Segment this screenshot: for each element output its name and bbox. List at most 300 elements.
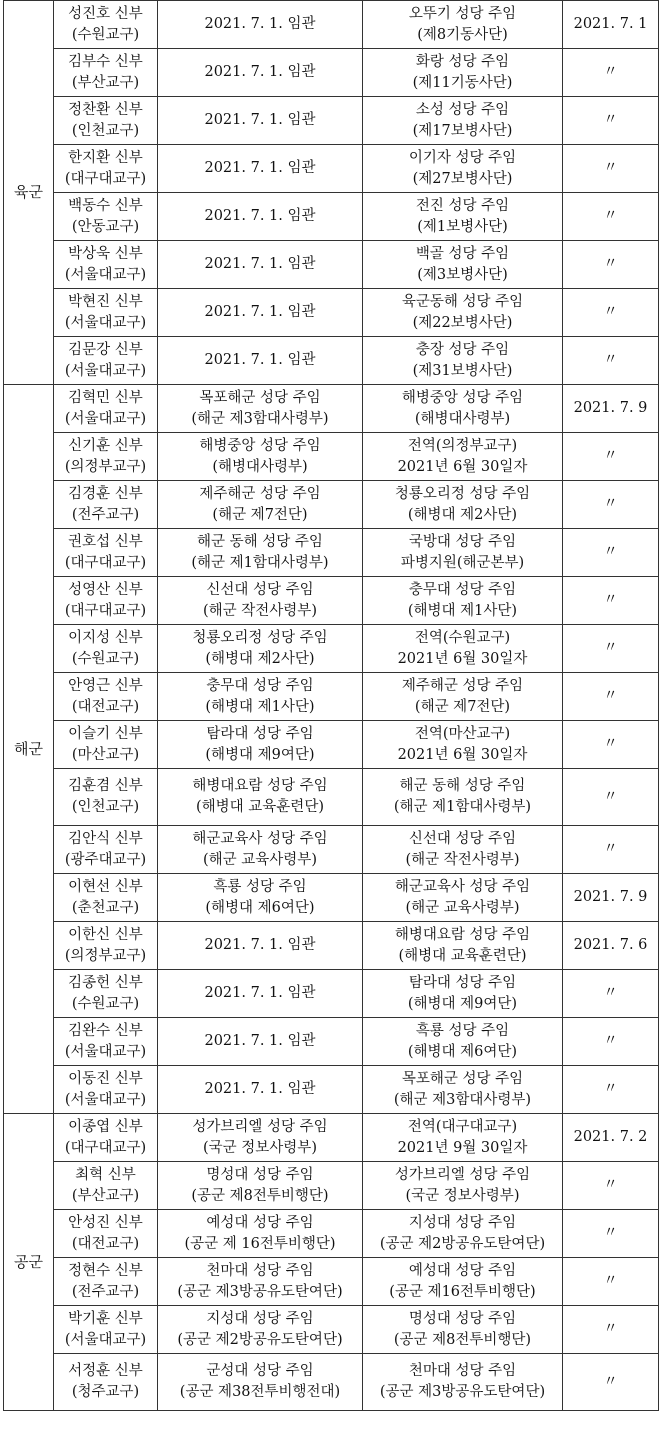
new-post-cell-line: 2021년 6월 30일자	[397, 746, 528, 763]
table-row	[4, 970, 659, 1018]
appointment-table-body	[4, 1, 659, 1411]
previous-post-cell-line: (해병대 제9여단)	[205, 746, 315, 763]
previous-post-cell-line: (해군 제3함대사령부)	[191, 410, 329, 427]
new-post-cell	[363, 922, 563, 970]
previous-post-cell-line: (공군 제8전투비행단)	[191, 1187, 329, 1204]
table-row	[4, 49, 659, 97]
effective-date-cell-line: 〃	[603, 112, 618, 128]
effective-date-cell-line: 2021. 7. 9	[573, 400, 648, 416]
priest-cell-line: 백동수 신부	[68, 197, 143, 214]
previous-post-cell	[158, 970, 363, 1018]
effective-date-cell	[563, 1066, 659, 1114]
table-row	[4, 481, 659, 529]
effective-date-cell	[563, 337, 659, 385]
previous-post-cell-line: 신선대 성당 주임	[206, 581, 314, 598]
priest-cell-line: (인천교구)	[71, 122, 140, 139]
new-post-cell	[363, 970, 563, 1018]
priest-cell-line: 김문강 신부	[68, 341, 143, 358]
priest-cell	[54, 337, 158, 385]
effective-date-cell	[563, 193, 659, 241]
new-post-cell-line: (공군 제3방공유도탄여단)	[379, 1384, 546, 1400]
priest-cell	[54, 1114, 158, 1162]
priest-cell	[54, 433, 158, 481]
new-post-cell	[363, 49, 563, 97]
new-post-cell-line: 오뚜기 성당 주임	[408, 5, 517, 22]
new-post-cell-line: (제8기동사단)	[417, 26, 508, 43]
new-post-cell-line: 2021년 6월 30일자	[397, 458, 528, 475]
previous-post-cell-line: (해군 작전사령부)	[203, 602, 317, 619]
effective-date-cell	[563, 481, 659, 529]
priest-cell	[54, 1354, 158, 1411]
new-post-cell-line: (해병대 제6여단)	[407, 1043, 518, 1060]
priest-cell-line: 김안식 신부	[68, 830, 143, 847]
new-post-cell	[363, 577, 563, 625]
new-post-cell-line: (국군 정보사령부)	[405, 1187, 520, 1204]
new-post-cell-line: 전진 성당 주임	[415, 197, 510, 214]
new-post-cell-line: 지성대 성당 주임	[408, 1214, 517, 1231]
new-post-cell-line: 2021년 6월 30일자	[397, 650, 528, 667]
previous-post-cell-line: 해군교육사 성당 주임	[192, 830, 328, 847]
priest-cell-line: (전주교구)	[71, 506, 140, 523]
table-row	[4, 529, 659, 577]
priest-cell-line: (대구대교구)	[64, 554, 147, 571]
previous-post-cell-line: 2021. 7. 1. 임관	[204, 304, 316, 320]
previous-post-cell	[158, 826, 363, 874]
new-post-cell-line: (제11기동사단)	[412, 74, 513, 91]
new-post-cell	[363, 1162, 563, 1210]
previous-post-cell	[158, 1306, 363, 1354]
priest-cell-line: 김경훈 신부	[68, 485, 143, 502]
effective-date-cell	[563, 97, 659, 145]
effective-date-cell-line: 〃	[603, 1081, 618, 1097]
priest-cell-line: 성영산 신부	[68, 581, 143, 598]
previous-post-cell-line: 2021. 7. 1. 임관	[204, 208, 316, 224]
priest-cell-line: (부산교구)	[71, 74, 140, 91]
effective-date-cell	[563, 874, 659, 922]
previous-post-cell-line: 성가브리엘 성당 주임	[192, 1118, 328, 1135]
previous-post-cell-line: (해병대사령부)	[212, 458, 308, 475]
previous-post-cell	[158, 385, 363, 433]
priest-cell	[54, 826, 158, 874]
effective-date-cell	[563, 769, 659, 826]
table-row	[4, 289, 659, 337]
effective-date-cell	[563, 625, 659, 673]
priest-cell	[54, 529, 158, 577]
priest-cell-line: 신기훈 신부	[68, 437, 143, 454]
new-post-cell-line: (공군 제2방공유도탄여단)	[379, 1235, 546, 1252]
previous-post-cell	[158, 721, 363, 769]
priest-cell-line: (마산교구)	[71, 746, 140, 763]
effective-date-cell-line: 〃	[603, 544, 618, 560]
new-post-cell-line: 충무대 성당 주임	[408, 581, 517, 598]
previous-post-cell-line: (해병대 제6여단)	[205, 899, 315, 916]
priest-cell	[54, 241, 158, 289]
effective-date-cell-line: 〃	[603, 1033, 618, 1049]
previous-post-cell-line: (해병대 제2사단)	[205, 650, 315, 667]
effective-date-cell-line: 〃	[603, 496, 618, 512]
new-post-cell-line: 2021년 9월 30일자	[397, 1139, 528, 1156]
new-post-cell-line: (해병대 제1사단)	[407, 602, 518, 619]
effective-date-cell	[563, 826, 659, 874]
previous-post-cell	[158, 1018, 363, 1066]
new-post-cell-line: 육군동해 성당 주임	[401, 293, 524, 310]
table-row	[4, 1354, 659, 1411]
priest-cell-line: (수원교구)	[71, 650, 140, 667]
new-post-cell	[363, 1354, 563, 1411]
effective-date-cell-line: 〃	[603, 688, 618, 704]
priest-cell-line: 이현선 신부	[68, 878, 143, 895]
priest-cell	[54, 922, 158, 970]
priest-cell-line: 박기훈 신부	[68, 1310, 143, 1327]
previous-post-cell	[158, 193, 363, 241]
priest-cell-line: 정현수 신부	[68, 1262, 143, 1279]
priest-cell	[54, 721, 158, 769]
previous-post-cell-line: (공군 제38전투비행전대)	[179, 1384, 341, 1400]
new-post-cell-line: 탐라대 성당 주임	[408, 974, 517, 991]
new-post-cell-line: (해군 교육사령부)	[405, 899, 520, 916]
previous-post-cell-line: 2021. 7. 1. 임관	[204, 1033, 316, 1049]
previous-post-cell	[158, 1210, 363, 1258]
new-post-cell-line: (해병대 제9여단)	[407, 995, 518, 1012]
priest-cell-line: (대구대교구)	[64, 602, 147, 619]
previous-post-cell-line: 해군 동해 성당 주임	[197, 533, 323, 550]
previous-post-cell-line: 2021. 7. 1. 임관	[204, 1081, 316, 1097]
new-post-cell-line: 소성 성당 주임	[415, 101, 510, 118]
new-post-cell-line: (제31보병사단)	[412, 362, 513, 379]
effective-date-cell-line: 〃	[603, 985, 618, 1001]
table-row	[4, 1258, 659, 1306]
new-post-cell-line: (제1보병사단)	[417, 218, 508, 235]
priest-cell-line: (대구대교구)	[64, 170, 147, 187]
effective-date-cell-line: 〃	[603, 841, 618, 857]
previous-post-cell	[158, 49, 363, 97]
new-post-cell-line: (제3보병사단)	[417, 266, 508, 283]
effective-date-cell	[563, 1114, 659, 1162]
priest-cell	[54, 874, 158, 922]
effective-date-cell-line: 〃	[603, 160, 618, 176]
new-post-cell-line: 전역(수원교구)	[414, 629, 511, 646]
new-post-cell	[363, 385, 563, 433]
new-post-cell-line: (제22보병사단)	[412, 314, 513, 331]
effective-date-cell-line: 〃	[603, 448, 618, 464]
priest-cell-line: (서울대교구)	[64, 362, 147, 379]
priest-cell	[54, 193, 158, 241]
new-post-cell-line: 신선대 성당 주임	[408, 830, 517, 847]
new-post-cell-line: 전역(대구대교구)	[407, 1118, 518, 1135]
new-post-cell-line: 해병중앙 성당 주임	[401, 389, 524, 406]
new-post-cell-line: 백골 성당 주임	[415, 245, 510, 262]
previous-post-cell-line: 탐라대 성당 주임	[206, 725, 314, 742]
previous-post-cell-line: 제주해군 성당 주임	[199, 485, 321, 502]
priest-cell-line: (서울대교구)	[64, 1043, 147, 1060]
previous-post-cell-line: 2021. 7. 1. 임관	[204, 352, 316, 368]
priest-cell-line: 안성진 신부	[68, 1214, 143, 1231]
previous-post-cell-line: 명성대 성당 주임	[206, 1166, 314, 1183]
new-post-cell	[363, 97, 563, 145]
effective-date-cell-line: 2021. 7. 2	[573, 1129, 648, 1145]
effective-date-cell-line: 〃	[603, 592, 618, 608]
effective-date-cell-line: 〃	[603, 1321, 618, 1337]
new-post-cell-line: 천마대 성당 주임	[408, 1363, 517, 1379]
priest-cell-line: 서정훈 신부	[68, 1363, 143, 1379]
priest-cell-line: 김부수 신부	[68, 53, 143, 70]
previous-post-cell-line: 천마대 성당 주임	[206, 1262, 314, 1279]
table-row	[4, 922, 659, 970]
priest-cell-line: (의정부교구)	[64, 458, 147, 475]
priest-cell	[54, 481, 158, 529]
new-post-cell	[363, 769, 563, 826]
previous-post-cell-line: 목포해군 성당 주임	[199, 389, 321, 406]
new-post-cell	[363, 193, 563, 241]
new-post-cell	[363, 1306, 563, 1354]
priest-cell-line: 이한신 신부	[68, 926, 143, 943]
table-row	[4, 673, 659, 721]
previous-post-cell	[158, 922, 363, 970]
table-row	[4, 826, 659, 874]
previous-post-cell-line: 2021. 7. 1. 임관	[204, 985, 316, 1001]
new-post-cell-line: (제17보병사단)	[412, 122, 513, 139]
table-row	[4, 145, 659, 193]
previous-post-cell	[158, 481, 363, 529]
effective-date-cell-line: 〃	[603, 304, 618, 320]
table-row	[4, 625, 659, 673]
priest-cell	[54, 145, 158, 193]
priest-cell	[54, 97, 158, 145]
previous-post-cell	[158, 1354, 363, 1411]
effective-date-cell	[563, 922, 659, 970]
previous-post-cell-line: 2021. 7. 1. 임관	[204, 64, 316, 80]
previous-post-cell	[158, 769, 363, 826]
new-post-cell-line: (해병대 제2사단)	[407, 506, 518, 523]
priest-cell-line: 이슬기 신부	[68, 725, 143, 742]
new-post-cell-line: (공군 제16전투비행단)	[389, 1283, 536, 1300]
previous-post-cell-line: 해병중앙 성당 주임	[199, 437, 321, 454]
priest-cell	[54, 1258, 158, 1306]
effective-date-cell	[563, 1162, 659, 1210]
effective-date-cell	[563, 241, 659, 289]
previous-post-cell-line: 해병대요람 성당 주임	[192, 778, 328, 794]
previous-post-cell	[158, 529, 363, 577]
table-row	[4, 97, 659, 145]
new-post-cell	[363, 1066, 563, 1114]
table-row	[4, 1066, 659, 1114]
previous-post-cell-line: 2021. 7. 1. 임관	[204, 256, 316, 272]
table-row	[4, 874, 659, 922]
previous-post-cell	[158, 337, 363, 385]
priest-cell-line: 김종헌 신부	[68, 974, 143, 991]
priest-cell-line: (전주교구)	[71, 1283, 140, 1300]
priest-cell-line: 박상욱 신부	[68, 245, 143, 262]
previous-post-cell-line: (해군 제1함대사령부)	[191, 554, 329, 571]
effective-date-cell-line: 〃	[603, 256, 618, 272]
new-post-cell-line: 목포해군 성당 주임	[401, 1070, 524, 1087]
new-post-cell-line: (해병대 교육훈련단)	[398, 947, 527, 964]
previous-post-cell-line: (공군 제3방공유도탄여단)	[177, 1283, 343, 1300]
priest-cell-line: (인천교구)	[71, 799, 140, 815]
new-post-cell	[363, 529, 563, 577]
new-post-cell-line: (해군 제1함대사령부)	[393, 799, 532, 815]
priest-cell-line: (대전교구)	[71, 698, 140, 715]
new-post-cell	[363, 337, 563, 385]
effective-date-cell-line: 〃	[603, 64, 618, 80]
priest-cell-line: (부산교구)	[71, 1187, 140, 1204]
priest-cell	[54, 673, 158, 721]
new-post-cell	[363, 145, 563, 193]
new-post-cell-line: 화랑 성당 주임	[415, 53, 510, 70]
previous-post-cell	[158, 433, 363, 481]
priest-cell-line: 권호섭 신부	[68, 533, 143, 550]
new-post-cell-line: 전역(마산교구)	[414, 725, 511, 742]
new-post-cell	[363, 433, 563, 481]
table-row	[4, 1114, 659, 1162]
previous-post-cell	[158, 289, 363, 337]
effective-date-cell	[563, 1306, 659, 1354]
effective-date-cell	[563, 49, 659, 97]
new-post-cell	[363, 289, 563, 337]
priest-cell-line: (광주대교구)	[64, 851, 147, 868]
new-post-cell	[363, 481, 563, 529]
effective-date-cell	[563, 577, 659, 625]
priest-cell-line: (수원교구)	[71, 26, 140, 43]
effective-date-cell-line: 2021. 7. 1	[573, 16, 648, 32]
priest-cell	[54, 1, 158, 49]
effective-date-cell	[563, 1210, 659, 1258]
effective-date-cell-line: 〃	[603, 352, 618, 368]
new-post-cell-line: (제27보병사단)	[412, 170, 513, 187]
new-post-cell	[363, 673, 563, 721]
previous-post-cell	[158, 1162, 363, 1210]
priest-cell-line: 한지환 신부	[68, 149, 143, 166]
previous-post-cell-line: 지성대 성당 주임	[206, 1310, 314, 1327]
priest-cell	[54, 769, 158, 826]
new-post-cell-line: (해병대사령부)	[414, 410, 511, 427]
priest-cell-line: 이종엽 신부	[68, 1118, 143, 1135]
previous-post-cell	[158, 1, 363, 49]
priest-cell-line: 최혁 신부	[75, 1166, 136, 1183]
new-post-cell-line: 해군교육사 성당 주임	[394, 878, 531, 895]
effective-date-cell	[563, 1, 659, 49]
priest-cell	[54, 289, 158, 337]
effective-date-cell	[563, 1018, 659, 1066]
effective-date-cell	[563, 145, 659, 193]
new-post-cell	[363, 1258, 563, 1306]
previous-post-cell-line: 흑룡 성당 주임	[213, 878, 307, 895]
new-post-cell-line: 해병대요람 성당 주임	[394, 926, 531, 943]
effective-date-cell	[563, 1354, 659, 1411]
new-post-cell	[363, 874, 563, 922]
priest-cell-line: (청주교구)	[71, 1384, 140, 1400]
previous-post-cell-line: (국군 정보사령부)	[203, 1139, 317, 1156]
effective-date-cell-line: 〃	[603, 1177, 618, 1193]
table-row	[4, 1306, 659, 1354]
previous-post-cell	[158, 577, 363, 625]
effective-date-cell	[563, 433, 659, 481]
new-post-cell	[363, 1018, 563, 1066]
new-post-cell-line: 해군 동해 성당 주임	[399, 778, 526, 794]
table-row	[4, 1210, 659, 1258]
table-row	[4, 577, 659, 625]
previous-post-cell-line: (해군 제7전단)	[212, 506, 308, 523]
priest-cell-line: 김완수 신부	[68, 1022, 143, 1039]
table-row	[4, 385, 659, 433]
table-row	[4, 1162, 659, 1210]
priest-cell-line: (서울대교구)	[64, 1331, 147, 1348]
effective-date-cell	[563, 529, 659, 577]
previous-post-cell-line: 군성대 성당 주임	[206, 1363, 314, 1379]
priest-cell	[54, 1018, 158, 1066]
table-row	[4, 337, 659, 385]
previous-post-cell-line: 2021. 7. 1. 임관	[204, 16, 316, 32]
new-post-cell-line: 국방대 성당 주임	[408, 533, 517, 550]
effective-date-cell-line: 2021. 7. 9	[573, 889, 648, 905]
new-post-cell-line: (해군 작전사령부)	[405, 851, 520, 868]
new-post-cell-line: 전역(의정부교구)	[407, 437, 518, 454]
effective-date-cell-line: 〃	[603, 1273, 618, 1289]
new-post-cell	[363, 1, 563, 49]
previous-post-cell-line: 충무대 성당 주임	[206, 677, 314, 694]
priest-cell	[54, 1210, 158, 1258]
new-post-cell-line: (공군 제8전투비행단)	[393, 1331, 532, 1348]
priest-cell-line: 성진호 신부	[68, 5, 143, 22]
priest-cell-line: (대구대교구)	[64, 1139, 147, 1156]
priest-cell-line: 정찬환 신부	[68, 101, 143, 118]
effective-date-cell	[563, 970, 659, 1018]
branch-cell: 해군	[4, 385, 54, 1114]
branch-cell: 육군	[4, 1, 54, 385]
new-post-cell-line: 제주해군 성당 주임	[401, 677, 524, 694]
priest-cell-line: 이지성 신부	[68, 629, 143, 646]
new-post-cell	[363, 1210, 563, 1258]
priest-cell-line: 박현진 신부	[68, 293, 143, 310]
effective-date-cell-line: 〃	[603, 788, 618, 805]
effective-date-cell-line: 〃	[603, 1225, 618, 1241]
priest-cell-line: 안영근 신부	[68, 677, 143, 694]
previous-post-cell-line: 2021. 7. 1. 임관	[204, 160, 316, 176]
priest-cell	[54, 625, 158, 673]
new-post-cell-line: (해군 제3함대사령부)	[393, 1091, 532, 1108]
table-row	[4, 721, 659, 769]
table-row	[4, 1018, 659, 1066]
new-post-cell-line: 성가브리엘 성당 주임	[394, 1166, 531, 1183]
previous-post-cell-line: 2021. 7. 1. 임관	[204, 112, 316, 128]
effective-date-cell	[563, 289, 659, 337]
priest-cell	[54, 1162, 158, 1210]
new-post-cell-line: 충장 성당 주임	[415, 341, 510, 358]
previous-post-cell-line: (해병대 교육훈련단)	[196, 799, 324, 815]
effective-date-cell-line: 〃	[603, 208, 618, 224]
previous-post-cell	[158, 874, 363, 922]
priest-cell-line: (서울대교구)	[64, 410, 147, 427]
new-post-cell	[363, 625, 563, 673]
priest-cell-line: (서울대교구)	[64, 266, 147, 283]
priest-cell-line: (춘천교구)	[71, 899, 140, 916]
new-post-cell-line: 명성대 성당 주임	[408, 1310, 517, 1327]
previous-post-cell	[158, 1258, 363, 1306]
previous-post-cell-line: (해병대 제1사단)	[205, 698, 315, 715]
previous-post-cell	[158, 145, 363, 193]
priest-cell	[54, 577, 158, 625]
priest-cell	[54, 970, 158, 1018]
previous-post-cell	[158, 625, 363, 673]
priest-cell-line: (서울대교구)	[64, 314, 147, 331]
new-post-cell-line: 파병지원(해군본부)	[400, 554, 525, 571]
priest-cell-line: (서울대교구)	[64, 1091, 147, 1108]
new-post-cell	[363, 826, 563, 874]
effective-date-cell	[563, 385, 659, 433]
priest-cell-line: 김혁민 신부	[68, 389, 143, 406]
table-row	[4, 241, 659, 289]
new-post-cell	[363, 1114, 563, 1162]
